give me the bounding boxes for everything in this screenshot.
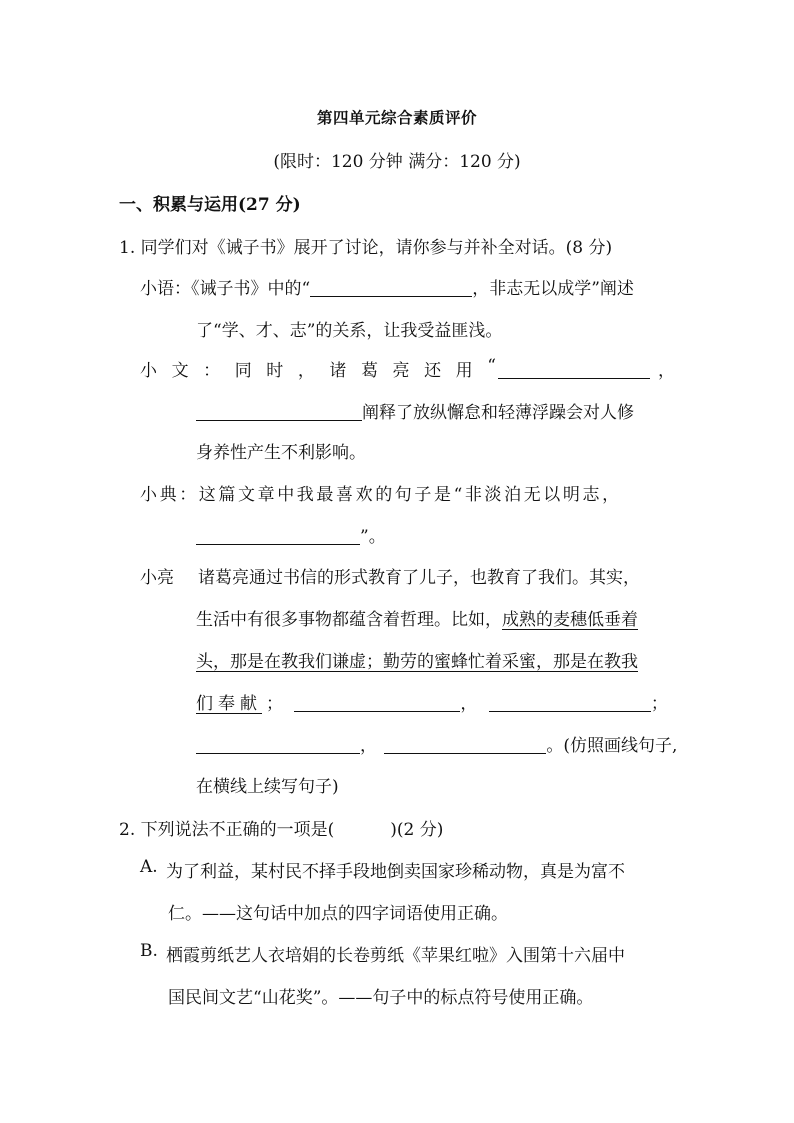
- underlined-sentence-end: 们奉献: [196, 694, 262, 714]
- comma: ，: [460, 694, 478, 714]
- answer-blank[interactable]: [294, 693, 460, 712]
- char: ：: [203, 361, 221, 381]
- semicolon: ；: [266, 694, 283, 714]
- underlined-sentence: 成熟的麦穗低垂着: [502, 610, 638, 630]
- option-a-line-2: 仁。——这句话中加点的四字词语使用正确。: [168, 904, 508, 924]
- instruction-text: 。(仿照画线句子,: [546, 736, 678, 756]
- semicolon: ；: [650, 694, 668, 714]
- char: 还: [424, 361, 442, 381]
- answer-blank[interactable]: [196, 402, 362, 421]
- xiaoyu-speaker: 小语：《诫子书》中的“: [140, 279, 311, 299]
- char: 同: [234, 361, 252, 381]
- page-subtitle: (限时：120 分钟 满分：120 分): [273, 152, 521, 172]
- section-heading: 一、积累与运用(27 分): [119, 195, 301, 215]
- option-b-label: B.: [140, 941, 158, 961]
- answer-blank[interactable]: [196, 526, 360, 545]
- char: ，: [297, 361, 315, 381]
- xiaoliang-line-1: 诸葛亮通过书信的形式教育了儿子，也教育了我们。其实，: [198, 568, 640, 588]
- comma: ，: [360, 736, 377, 756]
- comma: ，: [658, 361, 675, 381]
- xiaowen-line-2: [196, 398, 634, 423]
- xiaoliang-line-2-text: 生活中有很多事物都蕴含着哲理。比如，: [196, 610, 502, 630]
- xiaoliang-line-4: [196, 689, 668, 714]
- answer-blank[interactable]: [310, 278, 472, 297]
- xiaowen-line-1: [140, 356, 496, 381]
- xiaowen-line-2-text: 阐释了放纵懈怠和轻薄浮躁会对人修: [362, 403, 634, 423]
- char: “: [487, 356, 496, 376]
- xiaoyu-after-blank: ，非志无以成学”阐述: [472, 279, 634, 299]
- option-a-line-1: 为了利益，某村民不择手段地倒卖国家珍稀动物，真是为富不: [166, 862, 625, 882]
- answer-blank[interactable]: [384, 735, 546, 754]
- char: 葛: [360, 361, 378, 381]
- question-1-stem: 1. 同学们对《诫子书》展开了讨论，请你参与并补全对话。(8 分): [119, 238, 613, 258]
- char: 用: [455, 361, 473, 381]
- xiaodian-line-2: [196, 522, 386, 547]
- xiaoliang-line-2: [196, 605, 638, 630]
- char: 诸: [329, 361, 347, 381]
- underlined-sentence-cont: 头，那是在教我们谦虚；勤劳的蜜蜂忙着采蜜，那是在教我: [196, 652, 638, 672]
- option-b-line-2: 国民间文艺“山花奖”。——句子中的标点符号使用正确。: [168, 988, 594, 1008]
- question-2-score: )(2 分): [390, 820, 444, 840]
- xiaodian-line-1: 小典：这篇文章中我最喜欢的句子是“非淡泊无以明志，: [140, 485, 622, 505]
- option-b-line-1: 栖霞剪纸艺人衣培娟的长卷剪纸《苹果红啦》入围第十六届中: [166, 946, 625, 966]
- xiaoyu-line-2: 了“学、才、志”的关系，让我受益匪浅。: [196, 321, 503, 341]
- xiaoliang-line-5: [196, 731, 677, 756]
- xiaodian-line-2-text: ”。: [360, 527, 386, 547]
- answer-blank[interactable]: [196, 735, 360, 754]
- xiaoyu-line-1: [140, 274, 634, 299]
- question-2-stem: [119, 815, 443, 840]
- char: 亮: [392, 361, 410, 381]
- char: 文: [171, 361, 189, 381]
- xiaowen-line-1-end: [498, 356, 675, 381]
- answer-blank[interactable]: [498, 360, 650, 379]
- xiaowen-line-3: 身养性产生不利影响。: [196, 443, 366, 463]
- question-2-text: 2. 下列说法不正确的一项是(: [119, 820, 335, 840]
- xiaoliang-speaker: 小亮: [140, 568, 174, 588]
- option-a-label: A.: [140, 857, 158, 877]
- answer-blank[interactable]: [489, 693, 651, 712]
- xiaoliang-line-6: 在横线上续写句子): [196, 777, 339, 797]
- page-title: 第四单元综合素质评价: [316, 108, 477, 127]
- char: 小: [140, 361, 157, 381]
- char: 时: [266, 361, 284, 381]
